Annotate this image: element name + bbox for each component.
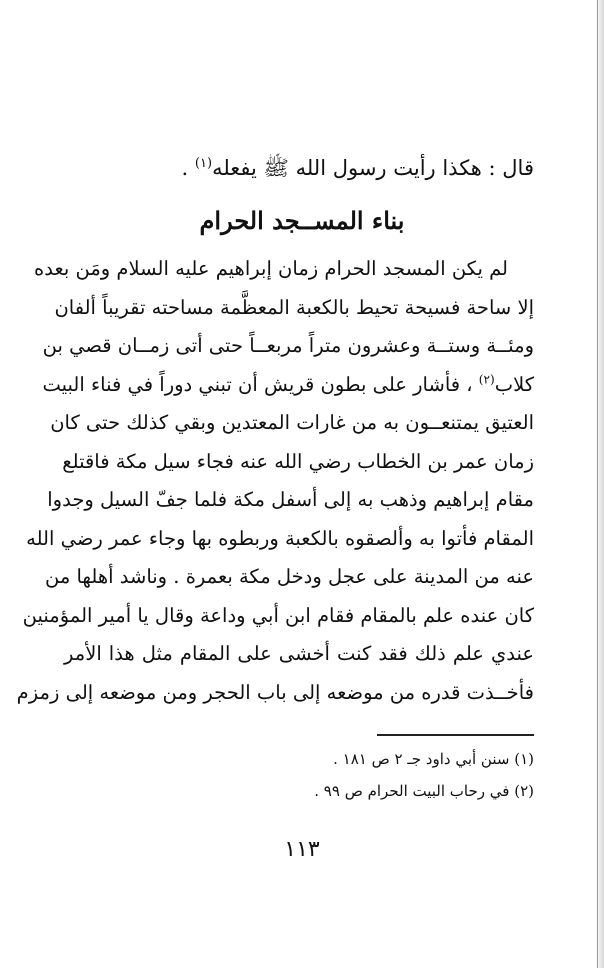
body-line-1: لم يكن المسجد الحرام زمان إبراهيم عليه السلام ومَن بعده — [34, 257, 508, 280]
body-line-4-start: كلاب — [494, 372, 534, 396]
quote-text: قال : هكذا رأيت رسول الله ﷺ يفعله — [212, 156, 534, 180]
body-line-2: إلا ساحة فسيحة تحيط بالكعبة المعظَّمة مساحته تقريباً ألفان — [54, 295, 534, 319]
body-line-8: المقام فأتوا به وألصقوه بالكعبة وربطوه بها وجاء عمر رضي الله — [26, 526, 534, 550]
quote-end: . — [181, 156, 195, 180]
body-paragraph — [16, 250, 534, 712]
body-line-5: العتيق يمتنعــون به من غارات المعتدين وبقي كذلك حتى كان — [50, 411, 534, 434]
section-heading: بناء المســجد الحرام — [199, 206, 405, 235]
body-line-7: مقام إبراهيم وذهب به إلى أسفل مكة فلما جفّ السيل وجدوا — [47, 488, 534, 511]
body-line-12: فأخــذت قدره من موضعه إلى باب الحجر ومن موضعه إلى زمزم — [16, 680, 534, 704]
footnotes — [64, 743, 534, 807]
footnote-2: (٢) في رحاب البيت الحرام ص ٩٩ . — [314, 782, 534, 800]
body-line-10: كان عنده علم بالمقام فقام ابن أبي وداعة وقال يا أمير المؤمنين — [22, 603, 534, 627]
body-line-9: عنه من المدينة على عجل ودخل مكة بعمرة . وناشد أهلها من — [44, 565, 534, 588]
footnote-1: (١) سنن أبي داود جـ ٢ ص ١٨١ . — [333, 750, 534, 768]
page-number: ١١٣ — [284, 837, 320, 862]
footnote-ref-2: (٢) — [478, 372, 495, 386]
footnote-separator — [377, 734, 534, 736]
body-line-4 — [42, 366, 534, 405]
footnote-ref-1: (١) — [194, 156, 213, 171]
body-line-11: عندي علم ذلك فقد كنت أخشى على المقام مثل هذا الأمر — [64, 642, 534, 665]
hadith-quote-line — [64, 151, 534, 185]
page-edge-shadow — [596, 0, 604, 968]
body-line-4-rest: ، فأشار على بطون قريش أن تبني دوراً في فناء البيت — [42, 372, 479, 396]
body-line-3: ومئــة وستــة وعشرون متراً مربعــاً حتى أتى زمــان قصي بن — [42, 334, 534, 357]
body-line-6: زمان عمر بن الخطاب رضي الله عنه فجاء سيل مكة فاقتلع — [62, 449, 534, 473]
